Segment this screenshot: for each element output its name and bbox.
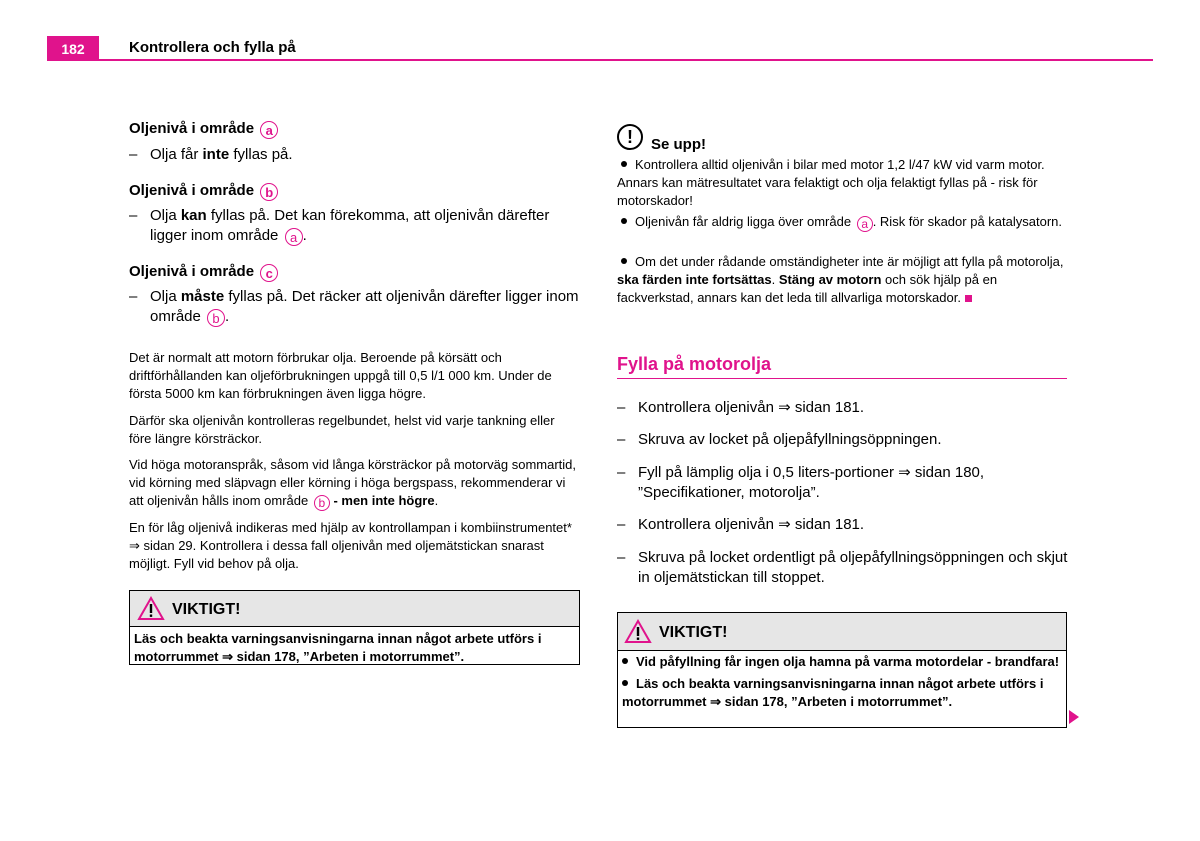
- marker-b-icon: b: [314, 495, 330, 511]
- section-title: Fylla på motorolja: [617, 354, 772, 374]
- warning-title: VIKTIGT!: [659, 624, 728, 641]
- caution-title: Se upp!: [651, 136, 706, 153]
- warning-item-1: Vid påfyllning får ingen olja hamna på varma motordelar - brandfara!: [618, 651, 1066, 674]
- warning-box-header: [130, 591, 579, 627]
- caution-item-3: Om det under rådande omständigheter inte är möjligt att fylla på motorolja, ska färden inte fortsättas. Stäng av motorn och sök hjälp på en fackverkstad, annars kan det leda till allvarliga motorskador.: [617, 254, 1064, 305]
- chapter-title: Kontrollera och fylla på: [129, 39, 296, 56]
- warning-title: VIKTIGT!: [172, 601, 241, 618]
- bullet-icon: [621, 218, 627, 224]
- marker-a-icon: a: [285, 228, 303, 246]
- paragraph-high-demand: Vid höga motoranspråk, såsom vid långa körsträckor på motorväg sommartid, vid körning med släpvagn eller körning i höga bergspass, rekommenderar vi att oljenivån hålls inom område b - men inte högre.: [129, 457, 577, 510]
- paragraph-low-level: En för låg oljenivå indikeras med hjälp av kontrollampan i kombiinstrumentet* ⇒ sidan 29. Kontrollera i dessa fall oljenivån med oljemätstickan snarast möjligt. Fyll vid behov på olja.: [129, 520, 572, 571]
- step-1: – Kontrollera oljenivån ⇒ sidan 181.: [617, 399, 865, 416]
- marker-a-icon: a: [857, 216, 873, 232]
- warning-text: Läs och beakta varningsanvisningarna innan något arbete utförs i motorrummet ⇒ sidan 178, ”Arbeten i motorrummet”.: [134, 631, 542, 664]
- next-page-arrow-icon: [1069, 710, 1079, 724]
- end-marker-icon: [965, 295, 972, 302]
- page-number: 182: [61, 41, 85, 57]
- step-2: – Skruva av locket på oljepåfyllningsöppningen.: [617, 431, 942, 448]
- caution-exclamation-icon: !: [617, 124, 643, 150]
- level-c-heading: Oljenivå i område c: [129, 263, 278, 282]
- warning-item-2: Läs och beakta varningsanvisningarna innan något arbete utförs i motorrummet ⇒ sidan 178, ”Arbeten i motorrummet”.: [622, 676, 1044, 709]
- level-a-item: – Olja får inte fyllas på.: [129, 146, 293, 163]
- warning-box-right: [617, 612, 1067, 728]
- section-rule: [617, 378, 1067, 379]
- bullet-icon: [622, 680, 628, 686]
- caution-item-2: Oljenivån får aldrig ligga över område a . Risk för skador på katalysatorn.: [617, 213, 1069, 232]
- paragraph-consumption: Det är normalt att motorn förbrukar olja. Beroende på körsätt och driftförhållanden kan oljeförbrukningen uppgå till 0,5 l/1 000 km. Under de första 5000 km kan förbrukningen även ligga högre.: [129, 350, 552, 401]
- warning-triangle-icon: [137, 596, 165, 621]
- warning-box-header: [618, 613, 1066, 651]
- warning-box-left: [129, 590, 580, 665]
- header-rule: [47, 59, 1153, 61]
- bullet-icon: [622, 658, 628, 664]
- step-5: – Skruva på locket ordentligt på oljepåfyllningsöppningen och skjut in oljemätstickan till stoppet.: [617, 549, 1068, 586]
- level-b-heading: Oljenivå i område b: [129, 182, 278, 201]
- bullet-icon: [621, 161, 627, 167]
- level-b-item: – Olja kan fyllas på. Det kan förekomma, att oljenivån därefter ligger inom område a .: [129, 207, 550, 245]
- marker-a-icon: a: [260, 121, 278, 139]
- marker-c-icon: c: [260, 264, 278, 282]
- marker-b-icon: b: [260, 183, 278, 201]
- step-3: – Fyll på lämplig olja i 0,5 liters-portioner ⇒ sidan 180, ”Specifikationer, motorolja”.: [617, 464, 985, 501]
- warning-triangle-icon: [624, 619, 652, 644]
- marker-b-icon: b: [207, 309, 225, 327]
- level-c-item: – Olja måste fyllas på. Det räcker att oljenivån därefter ligger inom område b .: [129, 288, 579, 326]
- bullet-icon: [621, 258, 627, 264]
- step-4: – Kontrollera oljenivån ⇒ sidan 181.: [617, 516, 865, 533]
- caution-item-1: Kontrollera alltid oljenivån i bilar med motor 1,2 l/47 kW vid varm motor. Annars kan mätresultatet vara felaktigt och olja felaktigt fyllas på - risk för motorskador!: [617, 157, 1045, 208]
- level-a-heading: Oljenivå i område a: [129, 120, 278, 139]
- paragraph-check-regularly: Därför ska oljenivån kontrolleras regelbundet, helst vid varje tankning eller före längre körsträckor.: [129, 413, 555, 446]
